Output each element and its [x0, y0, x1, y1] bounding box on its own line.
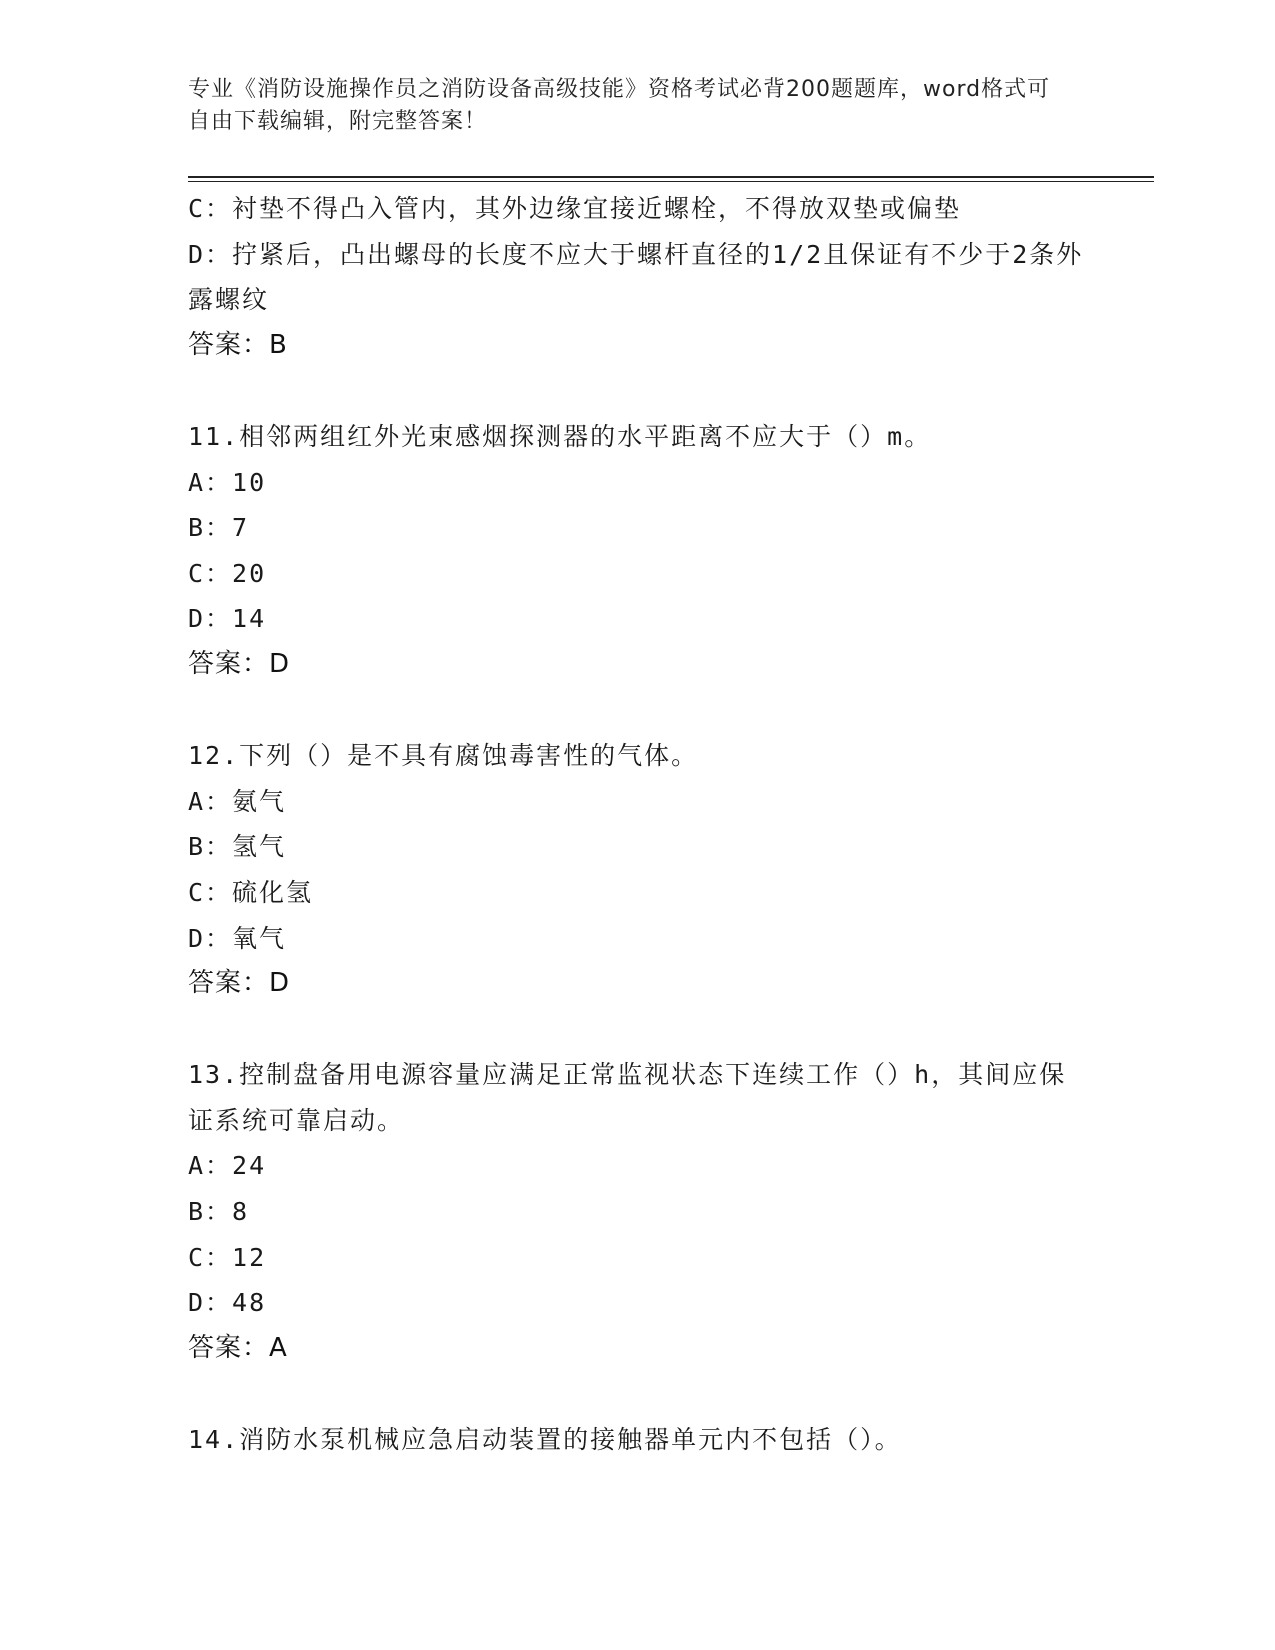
option-c: C：20 [188, 558, 267, 588]
question-stem: 12.下列（）是不具有腐蚀毒害性的气体。 [188, 741, 699, 771]
question-13 [188, 1052, 1088, 1371]
question-14 [188, 1417, 1088, 1463]
answer-label: 答案：D [188, 968, 291, 999]
option-c: C：12 [188, 1242, 267, 1272]
option-b: B：氢气 [188, 832, 287, 862]
option-a: A：24 [188, 1151, 267, 1181]
question-11 [188, 414, 1088, 688]
option-d: D：氧气 [188, 923, 287, 953]
question-stem: 11.相邻两组红外光束感烟探测器的水平距离不应大于（）m。 [188, 421, 932, 451]
option-a: A：10 [188, 467, 267, 497]
header-divider-thick [188, 176, 1154, 178]
option-b: B：7 [188, 513, 250, 543]
question-stem: 14.消防水泵机械应急启动装置的接触器单元内不包括（）。 [188, 1425, 902, 1455]
option-a: A：氨气 [188, 786, 287, 816]
question-stem: 13.控制盘备用电源容量应满足正常监视状态下连续工作（）h，其间应保证系统可靠启动。 [188, 1060, 1067, 1135]
option-d: D：拧紧后，凸出螺母的长度不应大于螺杆直径的1/2且保证有不少于2条外露螺纹 [188, 239, 1084, 315]
answer-label: 答案：A [188, 1332, 288, 1363]
option-c: C：硫化氢 [188, 877, 314, 907]
header-divider-thin [188, 181, 1154, 182]
option-c: C：衬垫不得凸入管内，其外边缘宜接近螺栓，不得放双垫或偏垫 [188, 194, 962, 223]
answer-label: 答案：D [188, 648, 291, 679]
answer-label: 答案：B [188, 329, 288, 360]
question-list [188, 186, 1088, 1463]
option-d: D：48 [188, 1288, 267, 1318]
option-b: B：8 [188, 1197, 250, 1227]
question-12 [188, 733, 1088, 1007]
continued-question [188, 186, 1088, 368]
option-d: D：14 [188, 604, 267, 634]
page-header: 专业《消防设施操作员之消防设备高级技能》资格考试必背200题题库，word格式可自由下载编辑，附完整答案！ [188, 77, 1051, 134]
